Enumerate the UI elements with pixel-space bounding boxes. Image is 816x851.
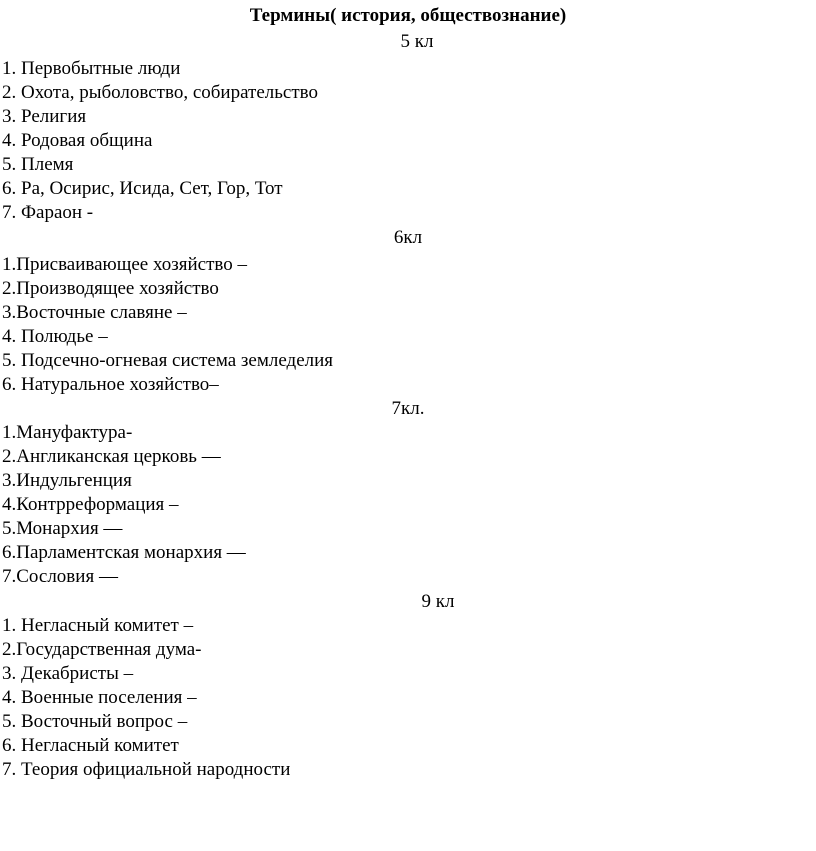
term-item: 6. Негласный комитет — [2, 735, 179, 756]
term-item: 6.Парламентская монархия — — [2, 542, 246, 563]
term-list-7 — [2, 421, 246, 589]
term-list-5 — [2, 57, 318, 225]
term-item: 3. Религия — [2, 106, 87, 127]
term-item: 4.Контрреформация – — [2, 494, 179, 515]
term-item: 5. Подсечно-огневая система земледелия — [2, 350, 334, 371]
term-item: 2.Государственная дума- — [2, 639, 202, 660]
term-item: 4. Военные поселения – — [2, 687, 197, 708]
term-item: 1.Присваивающее хозяйство – — [2, 254, 248, 275]
grade-heading-9: 9 кл — [421, 591, 455, 612]
term-list-6 — [2, 253, 333, 397]
term-item: 5. Племя — [2, 154, 74, 175]
term-item: 4. Родовая община — [2, 130, 153, 151]
term-item: 7. Теория официальной народности — [2, 759, 291, 780]
term-item: 1.Мануфактура- — [2, 422, 133, 443]
grade-heading-7: 7кл. — [391, 398, 425, 419]
grade-heading-5: 5 кл — [400, 31, 434, 52]
term-item: 4. Полюдье – — [2, 326, 108, 347]
term-item: 5.Монархия — — [2, 518, 123, 539]
term-item: 2.Англиканская церковь — — [2, 446, 221, 467]
term-item: 1. Первобытные люди — [2, 58, 181, 79]
term-item: 3.Индульгенция — [2, 470, 132, 491]
term-item: 7. Фараон - — [2, 202, 94, 223]
term-item: 6. Натуральное хозяйство– — [2, 374, 219, 395]
term-item: 3.Восточные славяне – — [2, 302, 187, 323]
term-item: 1. Негласный комитет – — [2, 615, 194, 636]
term-item: 7.Сословия — — [2, 566, 118, 587]
term-item: 2. Охота, рыболовство, собирательство — [2, 82, 318, 103]
document-title: Термины( история, обществознание) — [249, 5, 567, 26]
term-item: 5. Восточный вопрос – — [2, 711, 188, 732]
term-item: 2.Производящее хозяйство — [2, 278, 219, 299]
term-list-9 — [2, 614, 290, 782]
grade-heading-6: 6кл — [393, 227, 423, 248]
term-item: 6. Ра, Осирис, Исида, Сет, Гор, Тот — [2, 178, 283, 199]
term-item: 3. Декабристы – — [2, 663, 134, 684]
